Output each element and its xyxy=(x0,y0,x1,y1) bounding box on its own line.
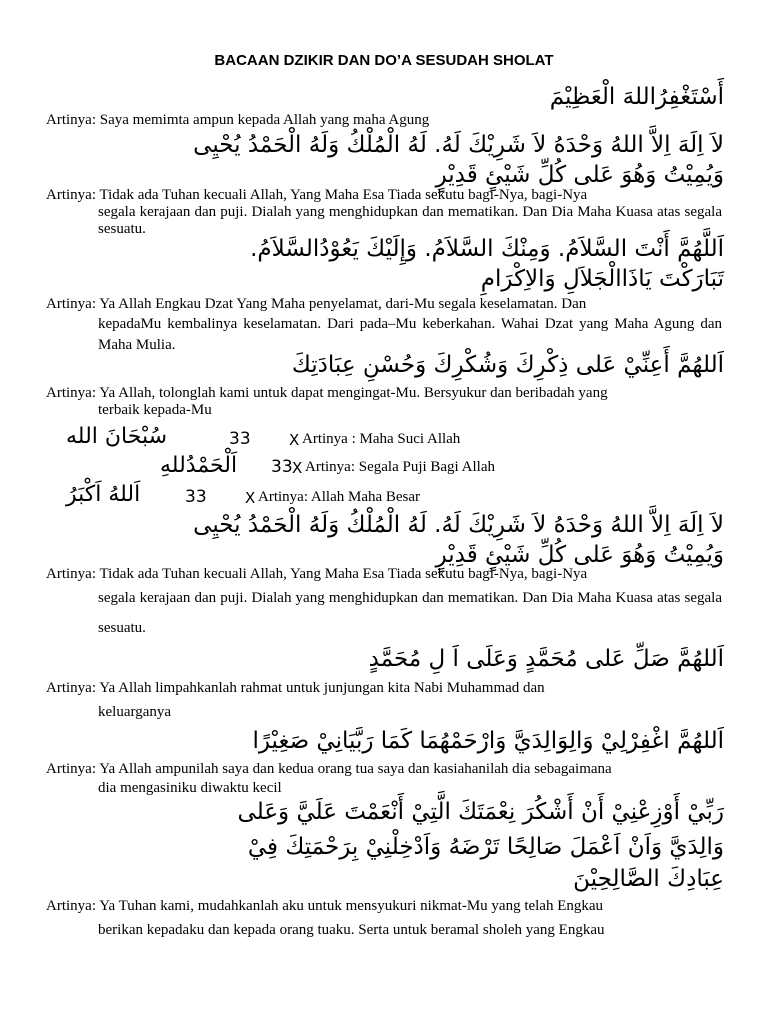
dzikir-times: X xyxy=(245,489,256,507)
meaning-text-rest: dia mengasiniku diwaktu kecil xyxy=(98,780,282,796)
meaning-text-rest: segala kerajaan dan puji. Dialah yang menghidupkan dan mematikan. Dan Dia Maha Kuasa atas segala sesuatu. xyxy=(98,590,722,636)
meaning-label: Artinya: xyxy=(46,296,96,312)
meaning-text: Saya memimta ampun kepada Allah yang maha Agung xyxy=(99,112,430,128)
dzikir-meaning: Artinya : Maha Suci Allah xyxy=(302,431,461,447)
arabic-doa-syukur-line-2: وَالِدَيَّ وَاَنْ اَعْمَلَ صَالِحًا تَرْضَهُ وَاَدْخِلْنِيْ بِرَحْمَتِكَ فِيْ xyxy=(247,834,724,860)
meaning-label: Artinya: xyxy=(46,680,96,696)
dzikir-times: X xyxy=(292,459,303,477)
arabic-shalawat: اَللهُمَّ صَلِّ عَلى مُحَمَّدٍ وَعَلَى اَ لِ مُحَمَّدٍ xyxy=(368,646,724,672)
arabic-doa-syukur-line-1: رَبِّيْ أَوْزِعْنِيْ أَنْ أَشْكُرَ نِعْمَتَكَ الَّتِيْ أَنْعَمْتَ عَلَيَّ وَعَلى xyxy=(237,799,724,825)
meaning-text-first: Ya Allah, tolonglah kami untuk dapat mengingat-Mu. Bersyukur dan beribadah yang xyxy=(99,385,608,401)
dzikir-row-takbir xyxy=(0,482,768,512)
arabic-doa-syukur-line-3: عِبَادِكَ الصَّالِحِيْنَ xyxy=(573,866,724,892)
meaning-doa-syukur xyxy=(46,898,722,945)
arabic-tahlil2-line-2: وَيُمِيْتُ وَهُوَ عَلى كُلِّ شَيْئٍ قَدِيْرٍ xyxy=(435,542,724,568)
meaning-tahlil xyxy=(46,187,722,238)
meaning-text-first: Ya Allah ampunilah saya dan kedua orang tua saya dan kasiahanilah dia sebagaimana xyxy=(99,761,612,777)
dzikir-row-tahmid xyxy=(0,453,768,483)
meaning-istighfar xyxy=(46,112,722,129)
arabic-tahlil-line-1: لاَ اِلَهَ اِلاَّ اللهُ وَحْدَهُ لاَ شَرِيْكَ لَهُ. لَهُ الْمُلْكُ وَلَهُ الْحَمْدُ يُحْيِى xyxy=(193,132,724,158)
dzikir-count: 33 xyxy=(185,487,207,507)
dzikir-row-tasbih xyxy=(0,424,768,454)
arabic-doa-orangtua: اَللهُمَّ اغْفِرْلِيْ وَالِوَالِدَيَّ وَارْحَمْهُمَا كَمَا رَبَّيَانِيْ صَغِيْرًا xyxy=(252,728,724,754)
meaning-text-rest: keluarganya xyxy=(98,704,172,720)
meaning-shalawat xyxy=(46,676,722,724)
dzikir-count: 33 xyxy=(229,429,251,449)
meaning-label: Artinya: xyxy=(46,112,96,128)
dzikir-meaning: Artinya: Allah Maha Besar xyxy=(258,489,421,505)
arabic-salam-line-2: تَبَارَكْتَ يَاذَاالْجَلاَلِ وَالاِكْرَامِ xyxy=(480,266,724,292)
meaning-text-first: Ya Allah Engkau Dzat Yang Maha penyelamat, dari-Mu segala keselamatan. Dan xyxy=(99,296,587,312)
meaning-label: Artinya: xyxy=(46,566,96,582)
meaning-text-first: Tidak ada Tuhan kecuali Allah, Yang Maha Esa Tiada sekutu bagi-Nya, bagi-Nya xyxy=(99,566,588,582)
arabic-tahlil-line-2: وَيُمِيْتُ وَهُوَ عَلى كُلِّ شَيْئٍ قَدِيْرٍ xyxy=(435,162,724,188)
dzikir-meaning: Artinya: Segala Puji Bagi Allah xyxy=(305,459,495,475)
meaning-doa-orangtua xyxy=(46,760,722,798)
meaning-text-first: Ya Tuhan kami, mudahkanlah aku untuk mensyukuri nikmat-Mu yang telah Engkau xyxy=(99,898,604,914)
meaning-text-first: Ya Allah limpahkanlah rahmat untuk junjungan kita Nabi Muhammad dan xyxy=(99,680,545,696)
dzikir-times: X xyxy=(289,431,300,449)
meaning-text-rest: terbaik kepada-Mu xyxy=(98,402,212,418)
arabic-tahlil2-line-1: لاَ اِلَهَ اِلاَّ اللهُ وَحْدَهُ لاَ شَرِيْكَ لَهُ. لَهُ الْمُلْكُ وَلَهُ الْحَمْدُ يُحْيِى xyxy=(193,512,724,538)
meaning-text-first: Tidak ada Tuhan kecuali Allah, Yang Maha Esa Tiada sekutu bagi-Nya, bagi-Nya xyxy=(99,187,588,203)
meaning-tahlil2 xyxy=(46,566,722,643)
meaning-label: Artinya: xyxy=(46,385,96,401)
page-title: BACAAN DZIKIR DAN DO’A SESUDAH SHOLAT xyxy=(214,52,554,69)
arabic-salam-line-1: اَللَّهُمَّ أَنْتَ السَّلاَمُ. وَمِنْكَ السَّلاَمُ. وَإِلَيْكَ يَعُوْدُالسَّلاَمُ. xyxy=(250,236,724,262)
arabic-istighfar: أَسْتَغْفِرُاللهَ الْعَظِيْمَ xyxy=(549,84,724,110)
meaning-doa-dzikir xyxy=(46,385,722,419)
dzikir-arabic: اَلْحَمْدُللهِ xyxy=(160,453,238,478)
meaning-salam xyxy=(46,295,722,356)
dzikir-arabic: سُبْحَانَ الله xyxy=(66,424,168,449)
dzikir-arabic: اَللهُ اَكْبَرُ xyxy=(66,482,141,507)
meaning-label: Artinya: xyxy=(46,898,96,914)
arabic-doa-dzikir: اَللهُمَّ أَعِنِّيْ عَلى ذِكْرِكَ وَشُكْرِكَ وَحُسْنِ عِبَادَتِكَ xyxy=(291,352,724,378)
meaning-label: Artinya: xyxy=(46,187,96,203)
dzikir-count: 33 xyxy=(271,457,293,477)
meaning-text-rest: kepadaMu kembalinya keselamatan. Dari pada–Mu keberkahan. Wahai Dzat yang Maha Agung dan Maha Mulia. xyxy=(98,316,722,353)
meaning-text-rest: segala kerajaan dan puji. Dialah yang menghidupkan dan mematikan. Dan Dia Maha Kuasa atas segala sesuatu. xyxy=(98,204,722,237)
meaning-text-rest: berikan kepadaku dan kepada orang tuaku. Serta untuk beramal sholeh yang Engkau xyxy=(98,922,605,938)
meaning-label: Artinya: xyxy=(46,761,96,777)
